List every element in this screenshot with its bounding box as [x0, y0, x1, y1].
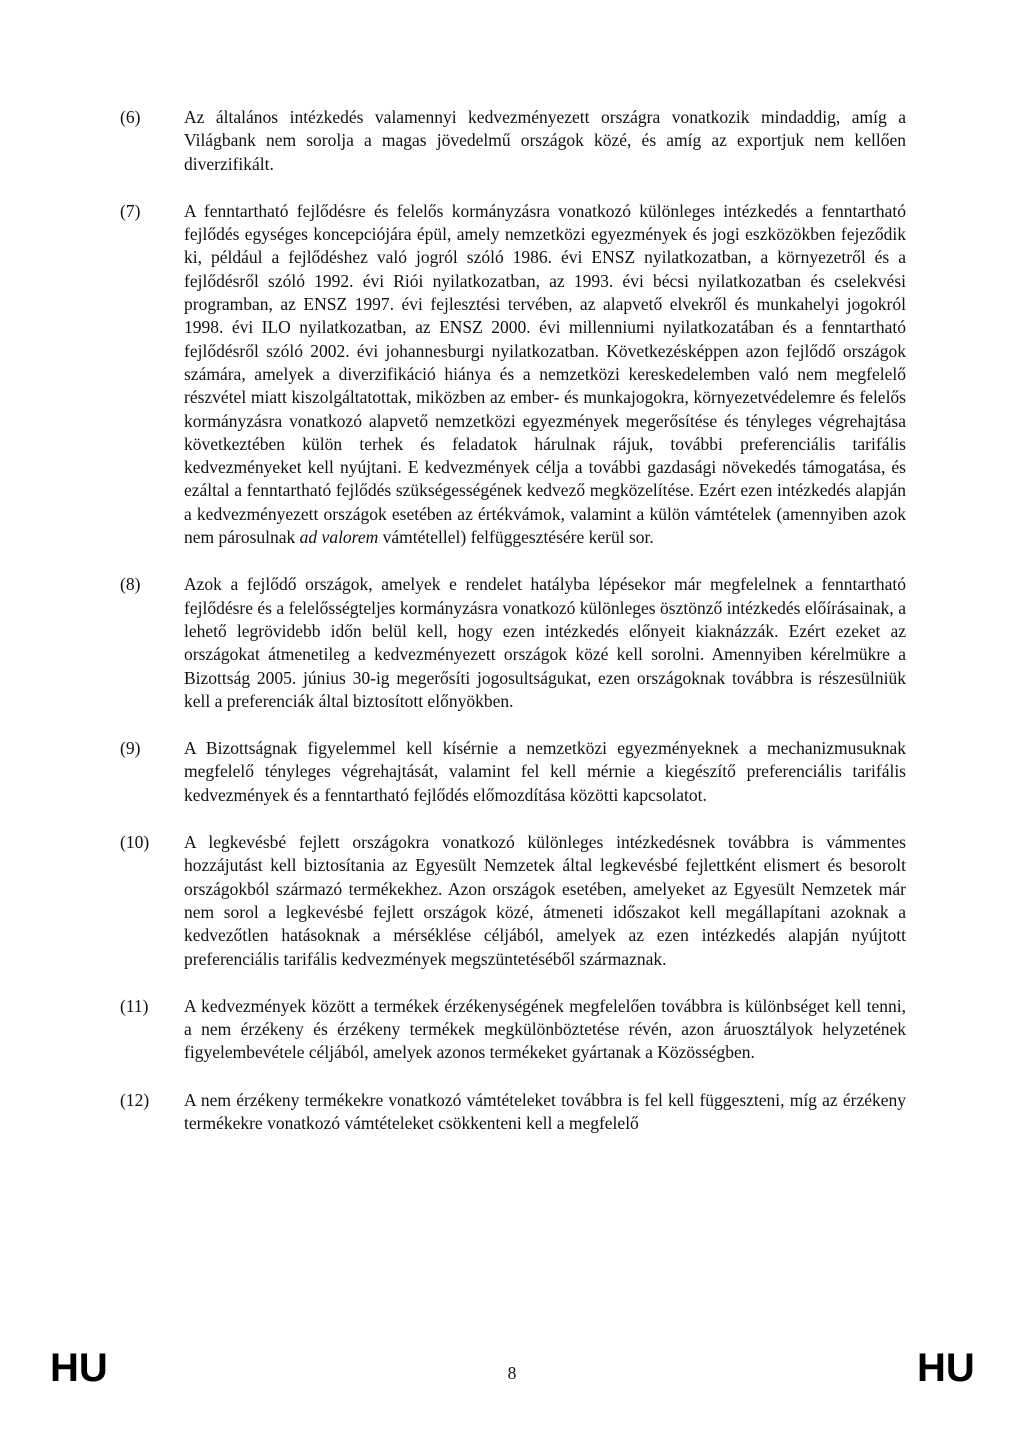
recital-6	[120, 106, 906, 176]
italic-term: ad valorem	[299, 527, 379, 548]
recital-number: (11)	[120, 995, 149, 1016]
recital-text-part: A fenntartható fejlődésre és felelős kormányzásra vonatkozó különleges intézkedés a fenntartható fejlődés egységes koncepciójára épül, amely nemzetközi egyezmények és jogi eszközökben fejeződik ki, például a fejlődéshez való jogról szóló 1986. évi ENSZ nyilatkozatban, a környezetről és a fejlődésről szóló 1992. évi Riói nyilatkozatban, az 1993. évi bécsi nyilatkozatban és cselekvési programban, az ENSZ 1997. évi fejlesztési tervében, az alapvető elvekről és munkahelyi jogokról 1998. évi ILO nyilatkozatban, az ENSZ 2000. évi millenniumi nyilatkozatában és a fenntartható fejlődésről szóló 2002. évi johannesburgi nyilatkozatban. Következésképpen azon fejlődő országok számára, amelyek a diverzifikáció hiánya és a nemzetközi kereskedelemben való nem megfelelő részvétel miatt kiszolgáltatottak, miközben az ember- és munkajogokra, környezetvédelemre és felelős kormányzásra vonatkozó alapvető nemzetközi egyezmények megerősítése és tényleges végrehajtása következtében külön terhek és feladatok hárulnak rájuk, további preferenciális tarifális kedvezményeket kell nyújtani. E kedvezmények célja a további gazdasági növekedés támogatása, és ezáltal a fenntartható fejlődés szükségességének kedvező megközelítése. Ezért ezen intézkedés alapján a kedvezményezett országok esetében az értékvámok, valamint a külön vámtételek (amennyiben azok nem párosulnak	[184, 200, 906, 548]
page-number: 8	[507, 1363, 517, 1383]
recital-number: (8)	[120, 574, 141, 595]
recital-11	[120, 995, 906, 1065]
recital-text: Az általános intézkedés valamennyi kedvezményezett országra vonatkozik mindaddig, amíg a Világbank nem sorolja a magas jövedelmű országok közé, és amíg az exportjuk nem kellően diverzifikált.	[184, 107, 906, 174]
recital-number: (12)	[120, 1089, 150, 1110]
recital-text: A Bizottságnak figyelemmel kell kísérnie a nemzetközi egyezményeknek a mechanizmusuknak megfelelő tényleges végrehajtását, valamint fel kell mérnie a kiegészítő preferenciális tarifális kedvezmények és a fenntartható fejlődés előmozdítása közötti kapcsolatot.	[184, 738, 906, 805]
footer-language-code-right: HU	[917, 1346, 975, 1390]
recital-number: (9)	[120, 738, 141, 759]
recital-text	[184, 200, 906, 549]
footer-language-code-left: HU	[50, 1346, 108, 1390]
recital-number: (6)	[120, 107, 141, 127]
recital-7	[120, 200, 906, 549]
recital-text: A legkevésbé fejlett országokra vonatkozó különleges intézkedésnek továbbra is vámmentes hozzájutást kell biztosítania az Egyesült Nemzetek által legkevésbé fejlettként elismert és besorolt országokból származó termékekhez. Azon országok esetében, amelyeket az Egyesült Nemzetek már nem sorol a legkevésbé fejlett országok közé, átmeneti időszakot kell megállapítani azoknak a kedvezőtlen hatásoknak a mérséklése céljából, amelyek az ezen intézkedés alapján nyújtott preferenciális tarifális kedvezmények megszüntetéséből származnak.	[184, 832, 906, 969]
recital-number: (10)	[120, 832, 150, 853]
recital-number: (7)	[120, 200, 141, 221]
recital-12	[120, 1089, 906, 1136]
recitals-list	[120, 106, 906, 1159]
recital-text: A kedvezmények között a termékek érzékenységének megfelelően továbbra is különbséget kell tenni, a nem érzékeny és érzékeny termékek megkülönböztetése révén, azon áruosztályok helyzetének figyelembevétele céljából, amelyek azonos termékeket gyártanak a Közösségben.	[184, 995, 906, 1063]
recital-8	[120, 573, 906, 713]
recital-9	[120, 737, 906, 807]
recital-text: Azok a fejlődő országok, amelyek e rendelet hatályba lépésekor már megfelelnek a fenntartható fejlődésre és a felelősségteljes kormányzásra vonatkozó különleges ösztönző intézkedés előírásainak, a lehető legrövidebb időn belül kell, hogy ezen intézkedés előnyeit kiaknázzák. Ezért ezeket az országokat átmenetileg a kedvezményezett országok közé kell sorolni. Amennyiben kérelmükre a Bizottság 2005. június 30-ig megerősíti jogosultságukat, ezen országoknak továbbra is részesülniük kell a preferenciák által biztosított előnyökben.	[184, 574, 906, 711]
recital-text: A nem érzékeny termékekre vonatkozó vámtételeket továbbra is fel kell függeszteni, míg az érzékeny termékekre vonatkozó vámtételeket csökkenteni kell a megfelelő	[184, 1089, 906, 1133]
recital-10	[120, 831, 906, 971]
recital-text-part: vámtétellel) felfüggesztésére kerül sor.	[382, 527, 654, 548]
